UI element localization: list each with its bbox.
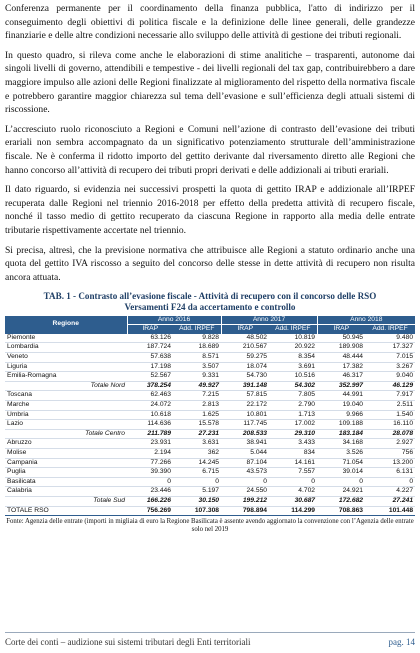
value-cell: 29.310 bbox=[269, 429, 317, 439]
value-cell: 39.390 bbox=[127, 468, 173, 478]
region-cell: Piemonte bbox=[5, 334, 127, 343]
value-cell: 1.713 bbox=[269, 410, 317, 420]
value-cell: 48.502 bbox=[221, 334, 269, 343]
region-column-header: Regione bbox=[5, 316, 127, 334]
table-row bbox=[5, 343, 415, 353]
table-title-line-1: TAB. 1 - Contrasto all’evasione fiscale - Attività di recupero con il concorso delle RSO bbox=[43, 291, 377, 302]
value-cell: 0 bbox=[173, 477, 221, 487]
value-cell: 18.074 bbox=[221, 362, 269, 372]
value-cell: 87.104 bbox=[221, 458, 269, 468]
value-cell: 15.578 bbox=[173, 420, 221, 430]
value-cell: 3.507 bbox=[173, 362, 221, 372]
table-row bbox=[5, 372, 415, 382]
value-cell: 210.567 bbox=[221, 343, 269, 353]
value-cell: 17.382 bbox=[317, 362, 365, 372]
value-cell: 109.188 bbox=[317, 420, 365, 430]
value-cell: 38.941 bbox=[221, 439, 269, 449]
value-cell: 9.828 bbox=[173, 334, 221, 343]
value-cell: 23.931 bbox=[127, 439, 173, 449]
value-cell: 14.161 bbox=[269, 458, 317, 468]
add-irpef-header: Add. IRPEF bbox=[365, 325, 415, 334]
value-cell: 4.702 bbox=[269, 487, 317, 497]
value-cell: 211.789 bbox=[127, 429, 173, 439]
region-cell: Puglia bbox=[5, 468, 127, 478]
value-cell: 3.526 bbox=[317, 449, 365, 459]
subtotal-row bbox=[5, 381, 415, 391]
value-cell: 18.689 bbox=[173, 343, 221, 353]
value-cell: 1.540 bbox=[365, 410, 415, 420]
value-cell: 8.354 bbox=[269, 353, 317, 363]
value-cell: 10.819 bbox=[269, 334, 317, 343]
year-header-2016: Anno 2016 bbox=[127, 316, 221, 325]
value-cell: 6.131 bbox=[365, 468, 415, 478]
value-cell: 50.945 bbox=[317, 334, 365, 343]
subtotal-row bbox=[5, 429, 415, 439]
region-cell: Veneto bbox=[5, 353, 127, 363]
region-cell: Marche bbox=[5, 401, 127, 411]
value-cell: 4.227 bbox=[365, 487, 415, 497]
value-cell: 0 bbox=[269, 477, 317, 487]
value-cell: 24.550 bbox=[221, 487, 269, 497]
value-cell: 101.448 bbox=[365, 506, 415, 516]
region-cell: Abruzzo bbox=[5, 439, 127, 449]
value-cell: 19.040 bbox=[317, 401, 365, 411]
value-cell: 798.894 bbox=[221, 506, 269, 516]
value-cell: 59.275 bbox=[221, 353, 269, 363]
paragraph-4: Il dato riguardo, si evidenzia nei successivi prospetti la quota di gettito IRAP e addizionale all’IRPEF recuperata dalle Regioni nel triennio 2016-2018 per effetto della predetta attività di recupero fiscale, nonché il tasso medio di gettito recuperato da ciascuna Regione in rapporto alla media delle entrate tributarie rispettivamente accertate nel triennio. bbox=[5, 184, 415, 236]
year-header-2017: Anno 2017 bbox=[221, 316, 317, 325]
table-row bbox=[5, 477, 415, 487]
value-cell: 71.054 bbox=[317, 458, 365, 468]
table-source-note: Fonte: Agenzia delle entrate (importi in migliaia di euro la Regione Basilicata è assente avendo aggiornato la convenzione con l’Agenzia delle entrate solo nel 2019 bbox=[6, 518, 414, 534]
paragraph-3: L’accresciuto ruolo riconosciuto a Regioni e Comuni nell’azione di contrasto dell’evasione dei tributi erariali non sembra accompagnato da un significativo potenziamento strutturale dell’amministrazione fiscale. Ne è conferma il ridotto importo del gettito derivante dal riversamento diretto alle Regioni che hanno concorso all’attività di recupero dei tributi propri derivati e delle addizionali ai tributi erariali. bbox=[5, 123, 415, 176]
value-cell: 362 bbox=[173, 449, 221, 459]
value-cell: 8.571 bbox=[173, 353, 221, 363]
value-cell: 7.805 bbox=[269, 391, 317, 401]
value-cell: 24.072 bbox=[127, 401, 173, 411]
value-cell: 10.516 bbox=[269, 372, 317, 382]
table-row bbox=[5, 401, 415, 411]
value-cell: 2.813 bbox=[173, 401, 221, 411]
value-cell: 0 bbox=[127, 477, 173, 487]
value-cell: 6.715 bbox=[173, 468, 221, 478]
value-cell: 10.801 bbox=[221, 410, 269, 420]
year-header-2018: Anno 2018 bbox=[317, 316, 415, 325]
page-number: pag. 14 bbox=[388, 637, 415, 647]
value-cell: 834 bbox=[269, 449, 317, 459]
value-cell: 9.480 bbox=[365, 334, 415, 343]
irap-header: IRAP bbox=[221, 325, 269, 334]
paragraph-2: In questo quadro, si rileva come anche le elaborazioni di stime analitiche – trasparenti, autonome dai singoli livelli di governo, attendibili e tempestive - dei livelli regionali del tax gap, contribuirebbero a dare maggiore impulso alle azioni delle Regioni finalizzate al miglioramento del rispetto della normativa fiscale e potrebbero garantire maggior chiarezza sul tema dell’evasione e sull’efficienza degli attuali sistemi di riscossione. bbox=[5, 49, 415, 116]
region-cell: Emilia-Romagna bbox=[5, 372, 127, 382]
value-cell: 756.269 bbox=[127, 506, 173, 516]
table-body bbox=[5, 334, 415, 516]
table-row bbox=[5, 420, 415, 430]
value-cell: 17.327 bbox=[365, 343, 415, 353]
value-cell: 39.014 bbox=[317, 468, 365, 478]
value-cell: 46.317 bbox=[317, 372, 365, 382]
value-cell: 54.302 bbox=[269, 381, 317, 391]
value-cell: 49.927 bbox=[173, 381, 221, 391]
add-irpef-header: Add. IRPEF bbox=[269, 325, 317, 334]
paragraph-1: Conferenza permanente per il coordinamento della finanza pubblica, l'atto di indirizzo per il conseguimento degli obiettivi di politica fiscale e la definizione delle linee generali, delle grandezze finanziarie e delle altre condizioni necessarie allo sviluppo delle attività di gestione dei tributi regionali. bbox=[5, 3, 415, 42]
table-row bbox=[5, 458, 415, 468]
value-cell: 208.533 bbox=[221, 429, 269, 439]
value-cell: 2.790 bbox=[269, 401, 317, 411]
page-footer bbox=[5, 632, 415, 649]
value-cell: 30.150 bbox=[173, 496, 221, 506]
value-cell: 107.308 bbox=[173, 506, 221, 516]
table-row bbox=[5, 391, 415, 401]
value-cell: 77.266 bbox=[127, 458, 173, 468]
subtotal-row bbox=[5, 496, 415, 506]
region-cell: Campania bbox=[5, 458, 127, 468]
value-cell: 172.682 bbox=[317, 496, 365, 506]
value-cell: 48.444 bbox=[317, 353, 365, 363]
value-cell: 9.966 bbox=[317, 410, 365, 420]
region-cell: Molise bbox=[5, 449, 127, 459]
table-row bbox=[5, 487, 415, 497]
value-cell: 9.040 bbox=[365, 372, 415, 382]
value-cell: 27.231 bbox=[173, 429, 221, 439]
value-cell: 708.863 bbox=[317, 506, 365, 516]
recovery-table bbox=[5, 316, 415, 516]
value-cell: 10.618 bbox=[127, 410, 173, 420]
table-title-line-2: Versamenti F24 da accertamento e controllo bbox=[124, 302, 296, 313]
value-cell: 352.997 bbox=[317, 381, 365, 391]
value-cell: 46.129 bbox=[365, 381, 415, 391]
value-cell: 20.922 bbox=[269, 343, 317, 353]
value-cell: 62.463 bbox=[127, 391, 173, 401]
value-cell: 5.044 bbox=[221, 449, 269, 459]
value-cell: 57.815 bbox=[221, 391, 269, 401]
region-cell: Liguria bbox=[5, 362, 127, 372]
document-page bbox=[5, 2, 415, 535]
value-cell: 187.724 bbox=[127, 343, 173, 353]
value-cell: 14.245 bbox=[173, 458, 221, 468]
value-cell: 3.267 bbox=[365, 362, 415, 372]
value-cell: 3.631 bbox=[173, 439, 221, 449]
value-cell: 23.446 bbox=[127, 487, 173, 497]
region-cell: Calabria bbox=[5, 487, 127, 497]
value-cell: 114.636 bbox=[127, 420, 173, 430]
value-cell: 391.148 bbox=[221, 381, 269, 391]
value-cell: 13.200 bbox=[365, 458, 415, 468]
value-cell: 183.184 bbox=[317, 429, 365, 439]
add-irpef-header: Add. IRPEF bbox=[173, 325, 221, 334]
table-row bbox=[5, 439, 415, 449]
value-cell: 24.921 bbox=[317, 487, 365, 497]
region-cell: Basilicata bbox=[5, 477, 127, 487]
value-cell: 17.002 bbox=[269, 420, 317, 430]
table-row bbox=[5, 353, 415, 363]
value-cell: 54.730 bbox=[221, 372, 269, 382]
value-cell: 57.638 bbox=[127, 353, 173, 363]
value-cell: 30.687 bbox=[269, 496, 317, 506]
value-cell: 7.917 bbox=[365, 391, 415, 401]
value-cell: 1.625 bbox=[173, 410, 221, 420]
value-cell: 7.557 bbox=[269, 468, 317, 478]
value-cell: 0 bbox=[221, 477, 269, 487]
value-cell: 27.241 bbox=[365, 496, 415, 506]
value-cell: 2.511 bbox=[365, 401, 415, 411]
value-cell: 5.197 bbox=[173, 487, 221, 497]
value-cell: 2.194 bbox=[127, 449, 173, 459]
table-row bbox=[5, 362, 415, 372]
value-cell: 17.198 bbox=[127, 362, 173, 372]
paragraph-5: Si precisa, altresì, che la previsione normativa che attribuisce alle Regioni a statuto ordinario anche una quota del gettito IVA riscosso a seguito del concorso delle stesse in dette attività di recupero non risulta ancora attuata. bbox=[5, 244, 415, 283]
value-cell: 22.172 bbox=[221, 401, 269, 411]
value-cell: 52.567 bbox=[127, 372, 173, 382]
region-cell: Umbria bbox=[5, 410, 127, 420]
value-cell: 0 bbox=[317, 477, 365, 487]
value-cell: 114.299 bbox=[269, 506, 317, 516]
value-cell: 16.110 bbox=[365, 420, 415, 430]
value-cell: 44.991 bbox=[317, 391, 365, 401]
region-cell: Lombardia bbox=[5, 343, 127, 353]
table-row bbox=[5, 468, 415, 478]
value-cell: 117.745 bbox=[221, 420, 269, 430]
irap-header: IRAP bbox=[127, 325, 173, 334]
value-cell: 2.927 bbox=[365, 439, 415, 449]
value-cell: 3.433 bbox=[269, 439, 317, 449]
value-cell: 28.078 bbox=[365, 429, 415, 439]
region-cell: Totale Nord bbox=[5, 381, 127, 391]
value-cell: 199.212 bbox=[221, 496, 269, 506]
value-cell: 3.691 bbox=[269, 362, 317, 372]
table-row bbox=[5, 334, 415, 343]
table-title bbox=[5, 291, 415, 313]
value-cell: 0 bbox=[365, 477, 415, 487]
region-cell: Toscana bbox=[5, 391, 127, 401]
region-cell: TOTALE RSO bbox=[5, 506, 127, 516]
value-cell: 43.573 bbox=[221, 468, 269, 478]
value-cell: 166.226 bbox=[127, 496, 173, 506]
value-cell: 189.908 bbox=[317, 343, 365, 353]
region-cell: Lazio bbox=[5, 420, 127, 430]
irap-header: IRAP bbox=[317, 325, 365, 334]
value-cell: 378.254 bbox=[127, 381, 173, 391]
grand-total-row bbox=[5, 506, 415, 516]
footer-title: Corte dei conti – audizione sui sistemi tributari degli Enti territoriali bbox=[5, 637, 251, 647]
region-cell: Totale Centro bbox=[5, 429, 127, 439]
value-cell: 7.015 bbox=[365, 353, 415, 363]
value-cell: 34.168 bbox=[317, 439, 365, 449]
table-row bbox=[5, 449, 415, 459]
region-cell: Totale Sud bbox=[5, 496, 127, 506]
value-cell: 63.126 bbox=[127, 334, 173, 343]
table-row bbox=[5, 410, 415, 420]
value-cell: 756 bbox=[365, 449, 415, 459]
value-cell: 7.215 bbox=[173, 391, 221, 401]
value-cell: 9.331 bbox=[173, 372, 221, 382]
